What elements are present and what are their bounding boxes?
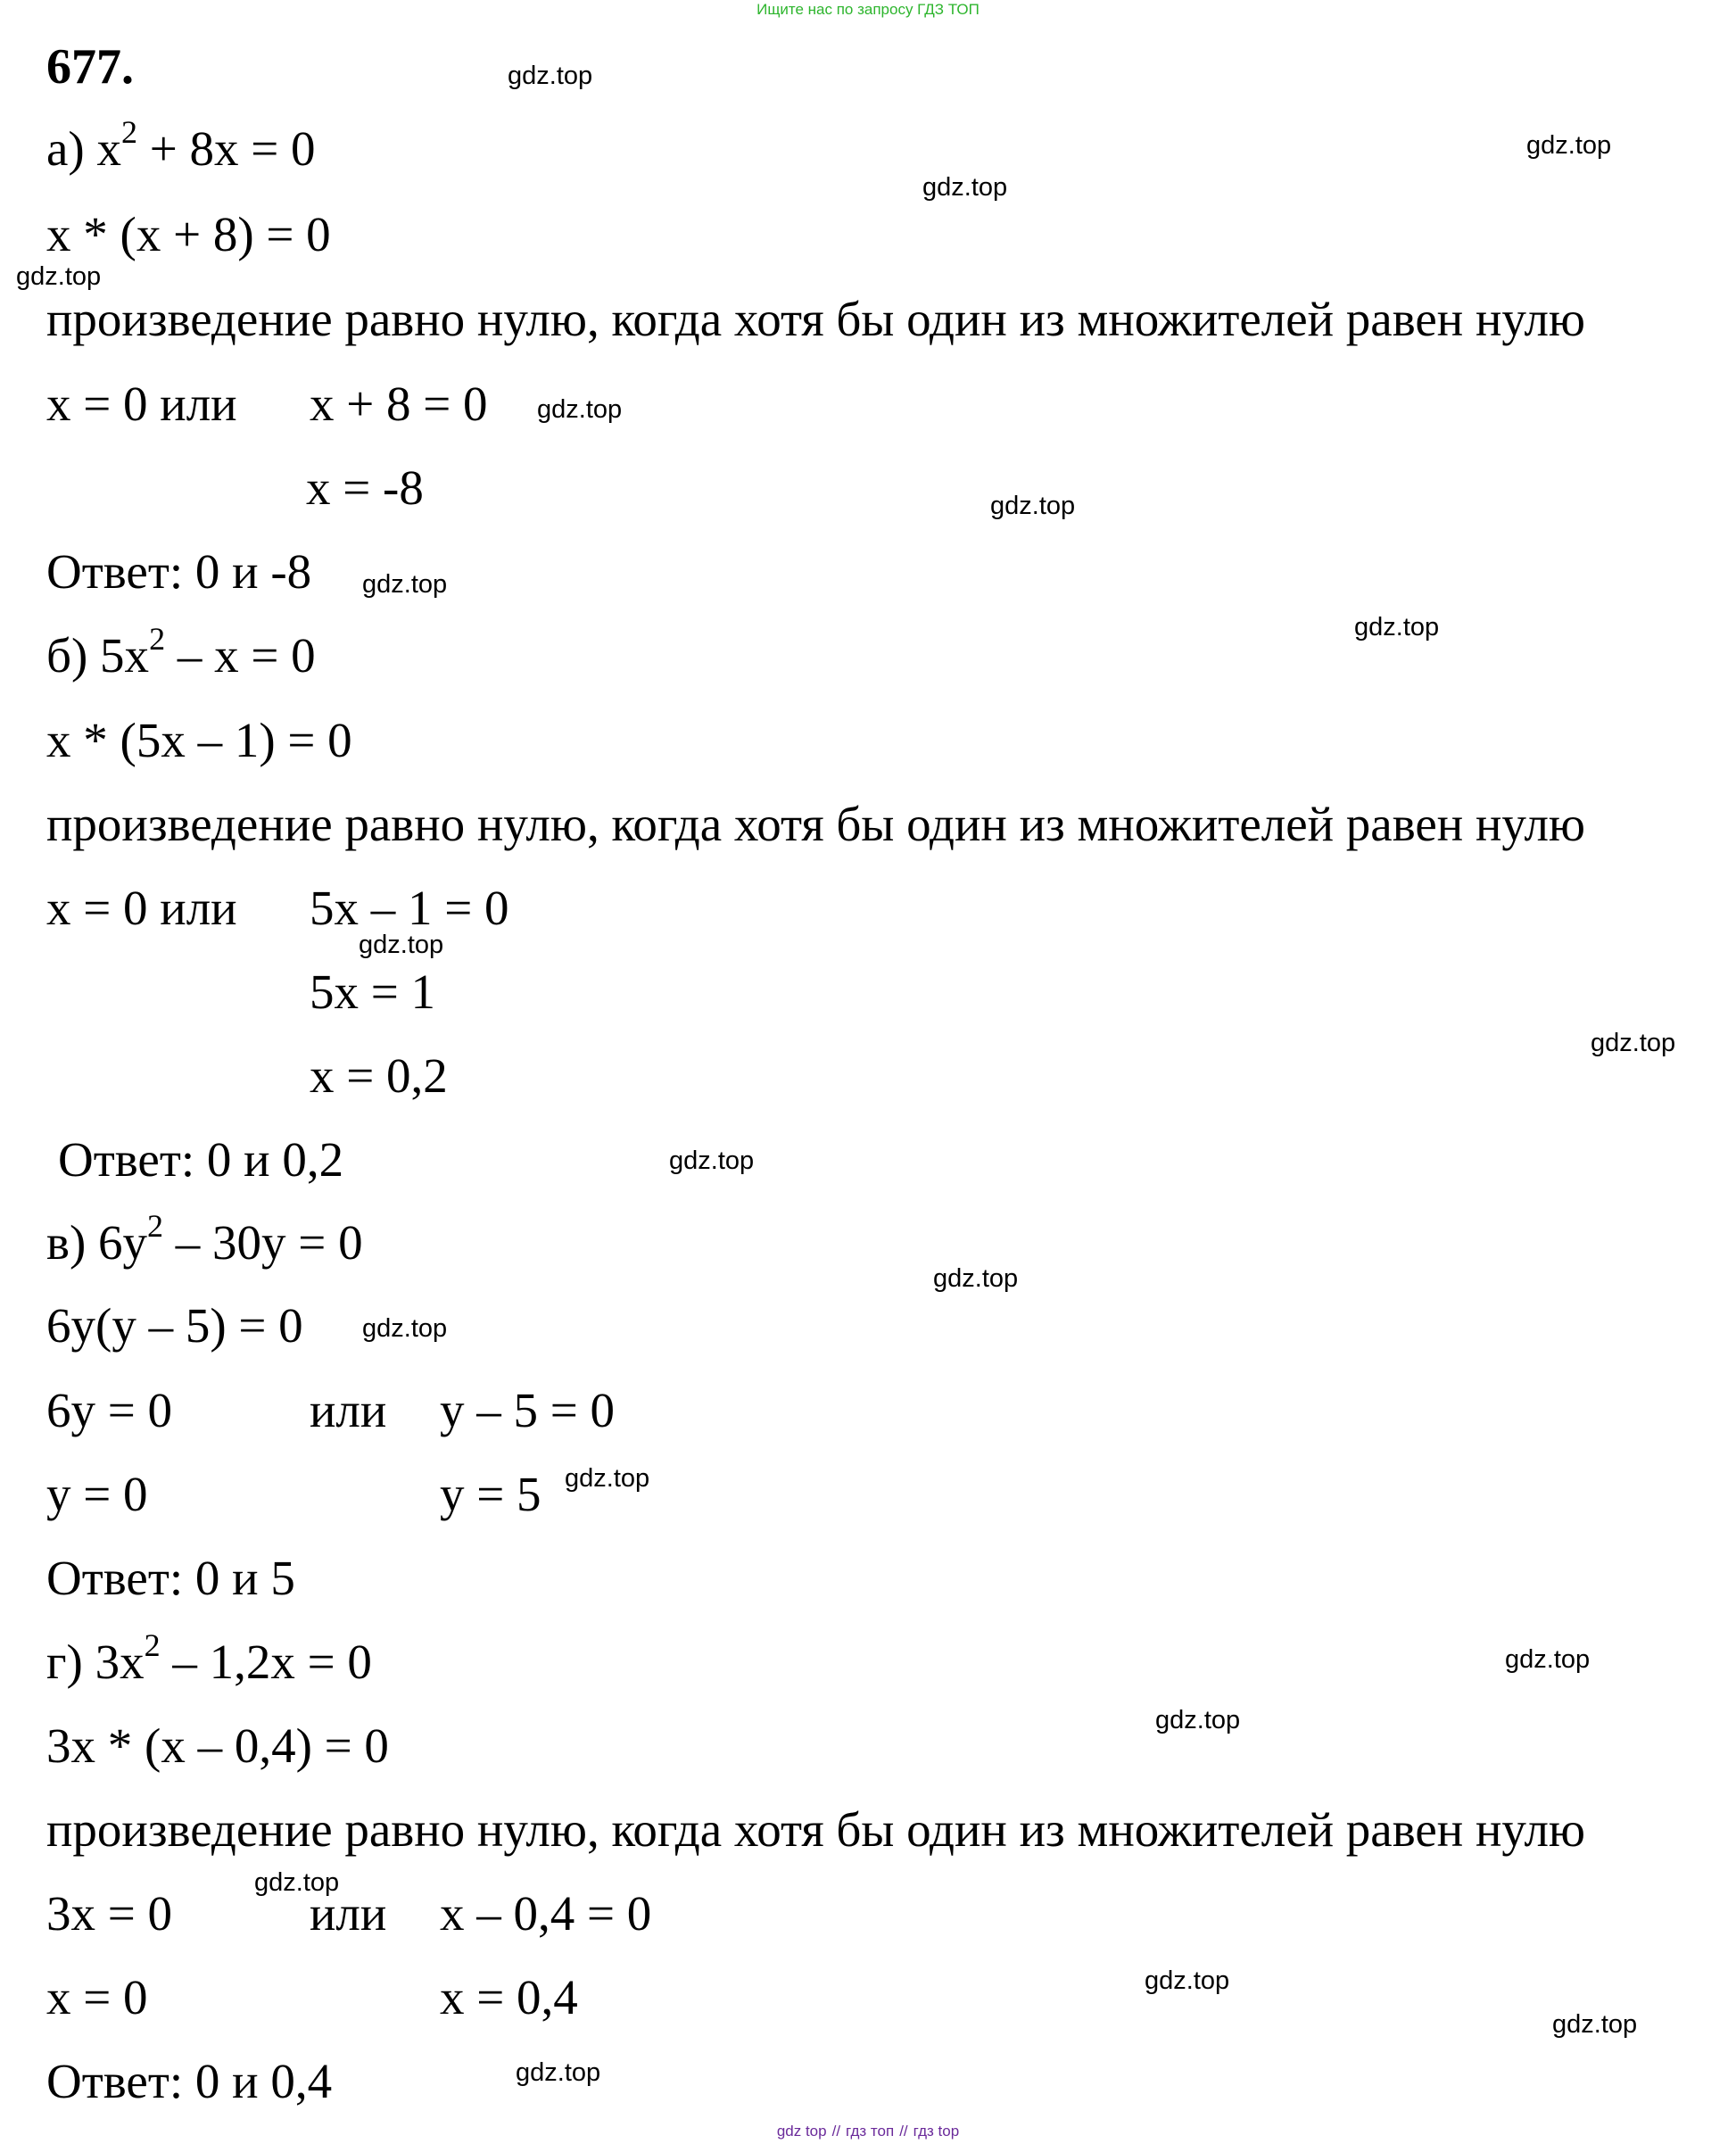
part-b-case-right: 5x – 1 = 0 (310, 881, 509, 935)
part-c-case-or: или (310, 1383, 387, 1437)
part-c-factored: 6y(y – 5) = 0 (46, 1298, 303, 1353)
watermark: gdz.top (1526, 131, 1612, 160)
part-b-case-left: x = 0 или (46, 881, 237, 935)
part-b-factored: x * (5x – 1) = 0 (46, 713, 352, 767)
part-c-case-left: 6y = 0 (46, 1383, 173, 1437)
footer-separator: // (831, 2123, 841, 2140)
search-hint-link[interactable]: Ищите нас по запросу ГДЗ ТОП (756, 1, 980, 18)
part-d-equation (46, 1627, 372, 1693)
part-c-root-right: y = 5 (440, 1467, 541, 1521)
watermark: gdz.top (933, 1264, 1019, 1293)
watermark: gdz.top (565, 1464, 650, 1493)
part-d-eq-exponent: 2 (144, 1627, 161, 1663)
footer-link-gdz-top[interactable]: gdz top (776, 2123, 827, 2140)
watermark: gdz.top (1591, 1029, 1676, 1057)
part-b-answer: Ответ: 0 и 0,2 (58, 1132, 344, 1187)
watermark: gdz.top (508, 62, 593, 90)
part-d-rule: произведение равно нулю, когда хотя бы один из множителей равен нулю (46, 1802, 1586, 1857)
part-c-case-right: y – 5 = 0 (440, 1383, 616, 1437)
footer-separator: // (899, 2123, 908, 2140)
watermark: gdz.top (990, 492, 1076, 520)
watermark: gdz.top (359, 931, 444, 959)
part-a-eq-exponent: 2 (120, 113, 137, 150)
part-b-step: 5x = 1 (310, 964, 436, 1019)
watermark: gdz.top (1145, 1966, 1230, 1995)
problem-number: 677. (46, 39, 134, 95)
part-c-answer: Ответ: 0 и 5 (46, 1551, 295, 1605)
watermark: gdz.top (922, 173, 1008, 202)
watermark: gdz.top (16, 262, 102, 291)
footer-links (0, 2122, 1736, 2141)
part-a-eq-rest: + 8x = 0 (136, 121, 316, 176)
part-d-case-right: x – 0,4 = 0 (440, 1886, 652, 1941)
part-a-root: x = -8 (306, 460, 424, 515)
part-c-root-left: y = 0 (46, 1467, 148, 1521)
part-a-case-right: x + 8 = 0 (310, 377, 488, 431)
part-b-eq-exponent: 2 (149, 620, 166, 657)
part-a-rule: произведение равно нулю, когда хотя бы один из множителей равен нулю (46, 292, 1586, 346)
watermark: gdz.top (1354, 613, 1440, 642)
watermark: gdz.top (516, 2058, 601, 2087)
watermark: gdz.top (669, 1147, 755, 1175)
watermark: gdz.top (1505, 1645, 1591, 1674)
part-d-eq-rest: – 1,2x = 0 (160, 1635, 372, 1689)
watermark: gdz.top (254, 1868, 340, 1897)
footer-link-gdz-top-mixed[interactable]: гдз top (913, 2123, 960, 2140)
part-d-answer: Ответ: 0 и 0,4 (46, 2054, 333, 2108)
footer-link-gdz-top-ru[interactable]: гдз топ (846, 2123, 895, 2140)
part-d-factored: 3x * (x – 0,4) = 0 (46, 1718, 389, 1773)
part-a-factored: x * (x + 8) = 0 (46, 207, 331, 261)
part-d-case-left: 3x = 0 (46, 1886, 173, 1941)
watermark: gdz.top (362, 1314, 448, 1343)
part-c-eq-rest: – 30y = 0 (163, 1215, 363, 1270)
watermark: gdz.top (1155, 1706, 1241, 1734)
part-d-case-or: или (310, 1886, 387, 1941)
part-a-eq-label: а) x (46, 121, 121, 176)
part-b-root: x = 0,2 (310, 1048, 448, 1103)
part-c-equation (46, 1207, 363, 1274)
part-b-eq-rest: – x = 0 (165, 628, 316, 683)
part-c-eq-label: в) 6y (46, 1215, 148, 1270)
part-a-answer: Ответ: 0 и -8 (46, 544, 312, 599)
part-b-equation (46, 620, 316, 687)
watermark: gdz.top (1552, 2010, 1638, 2039)
part-b-eq-label: б) 5x (46, 628, 150, 683)
part-a-case-left: x = 0 или (46, 377, 237, 431)
part-c-eq-exponent: 2 (147, 1207, 164, 1244)
part-a-equation (46, 113, 316, 180)
watermark: gdz.top (537, 395, 623, 424)
part-b-rule: произведение равно нулю, когда хотя бы один из множителей равен нулю (46, 797, 1586, 851)
watermark: gdz.top (362, 570, 448, 599)
part-d-eq-label: г) 3x (46, 1635, 145, 1689)
part-d-root-right: x = 0,4 (440, 1970, 578, 2024)
part-d-root-left: x = 0 (46, 1970, 148, 2024)
